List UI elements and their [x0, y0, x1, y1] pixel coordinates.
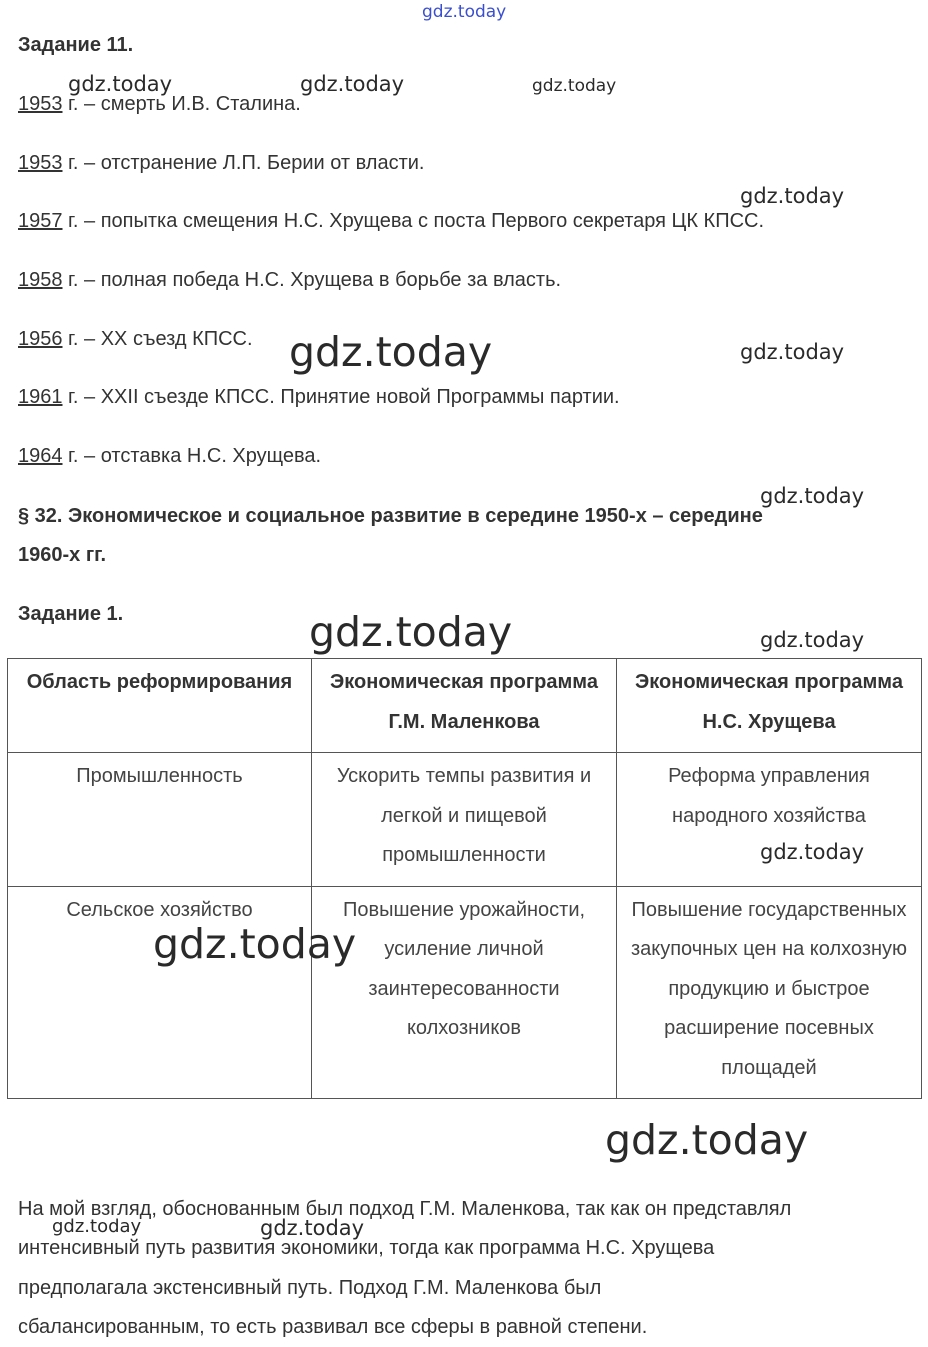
event-year: 1961	[18, 386, 63, 408]
event-text: г. – попытка смещения Н.С. Хрущева с поста Первого секретаря ЦК КПСС.	[62, 210, 765, 232]
table-row	[8, 753, 922, 887]
task1-title: Задание 1.	[18, 603, 124, 625]
event-text: г. – полная победа Н.С. Хрущева в борьбе за власть.	[62, 269, 562, 291]
table-cell: Сельское хозяйство	[8, 886, 312, 1099]
table-cell: Повышение урожайности, усиление личной заинтересованности колхозников	[312, 886, 617, 1099]
conclusion-line: На мой взгляд, обоснованным был подход Г.М. Маленкова, так как он представлял	[18, 1198, 792, 1220]
table-cell: Реформа управления народного хозяйства	[617, 753, 922, 887]
event-item	[18, 210, 764, 233]
event-year: 1956	[18, 328, 63, 350]
watermark: gdz.today	[605, 1116, 809, 1164]
watermark: gdz.today	[760, 840, 865, 864]
event-item	[18, 269, 561, 292]
section-title-line2: 1960-х гг.	[18, 544, 107, 566]
reform-table	[7, 658, 922, 1099]
section-title-line1: § 32. Экономическое и социальное развитие в середине 1950-х – середине	[18, 505, 763, 527]
table-header-row	[8, 659, 922, 753]
event-text: г. – отстранение Л.П. Берии от власти.	[62, 152, 425, 174]
event-item	[18, 445, 321, 468]
event-text: г. – XXII съезде КПСС. Принятие новой Программы партии.	[62, 386, 620, 408]
header-malenkov-program: Экономическая программа Г.М. Маленкова	[312, 659, 617, 753]
event-text: г. – смерть И.В. Сталина.	[62, 93, 301, 115]
conclusion-line: интенсивный путь развития экономики, тогда как программа Н.С. Хрущева	[18, 1237, 715, 1259]
watermark: gdz.today	[289, 328, 493, 376]
table-cell: Промышленность	[8, 753, 312, 887]
watermark: gdz.today	[532, 76, 617, 96]
event-item	[18, 386, 620, 409]
table-row	[8, 886, 922, 1099]
event-item	[18, 328, 253, 351]
event-year: 1958	[18, 269, 63, 291]
watermark: gdz.today	[309, 608, 513, 656]
table-cell: Ускорить темпы развития и легкой и пищевой промышленности	[312, 753, 617, 887]
watermark: gdz.today	[740, 184, 845, 208]
conclusion-line: предполагала экстенсивный путь. Подход Г.М. Маленкова был	[18, 1277, 602, 1299]
event-text: г. – отставка Н.С. Хрущева.	[62, 445, 322, 467]
watermark: gdz.today	[153, 920, 357, 968]
watermark: gdz.today	[68, 72, 173, 96]
watermark: gdz.today	[760, 484, 865, 508]
event-year: 1964	[18, 445, 63, 467]
task11-title: Задание 11.	[18, 34, 134, 56]
watermark: gdz.today	[300, 72, 405, 96]
watermark: gdz.today	[52, 1216, 142, 1237]
watermark: gdz.today	[760, 628, 865, 652]
watermark: gdz.today	[740, 340, 845, 364]
event-year: 1953	[18, 152, 63, 174]
header-khrushchev-program: Экономическая программа Н.С. Хрущева	[617, 659, 922, 753]
event-item	[18, 93, 301, 116]
header-reform-area: Область реформирования	[8, 659, 312, 753]
watermark-top: gdz.today	[422, 2, 507, 22]
event-year: 1957	[18, 210, 63, 232]
event-item	[18, 152, 424, 175]
event-year: 1953	[18, 93, 63, 115]
table-cell: Повышение государственных закупочных цен на колхозную продукцию и быстрое расширение посевных площадей	[617, 886, 922, 1099]
event-text: г. – XX съезд КПСС.	[62, 328, 253, 350]
conclusion-line: сбалансированным, то есть развивал все сферы в равной степени.	[18, 1316, 648, 1338]
watermark: gdz.today	[260, 1216, 365, 1240]
